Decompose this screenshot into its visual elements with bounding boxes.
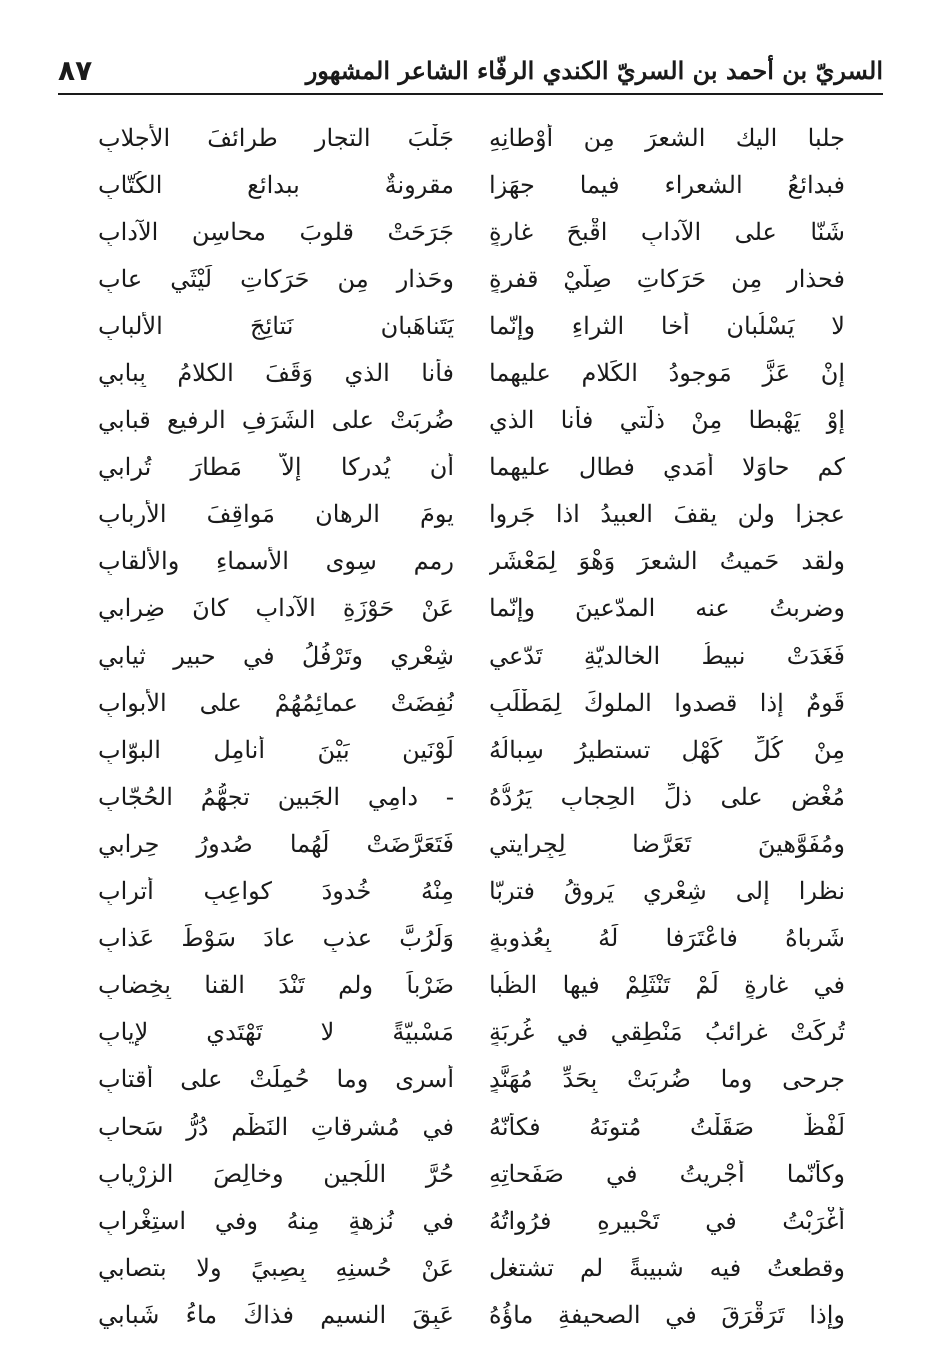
verse-line (98, 1150, 845, 1197)
verse-second-hemistich: في نُزهةٍ مِنهُ وفي استِغْرابِ (98, 1206, 454, 1235)
verse-line (98, 444, 845, 491)
page-header (58, 52, 883, 88)
verse-line (98, 397, 845, 444)
verse-first-hemistich: ولقد حَميتُ الشعرَ وَهْوَ لِمَعْشَرٍ (489, 547, 845, 576)
verse-second-hemistich: رمم سِوى الأسماءِ والألقابِ (98, 547, 454, 576)
verse-first-hemistich: لَفْظٌ صَقَلْتُ مُتونَهُ فكأنّهُ (489, 1112, 845, 1141)
verse-first-hemistich: فبدائعُ الشعراء فيما جهَزا (489, 170, 845, 199)
verse-first-hemistich: مِنْ كُلِّ كَهْلٍ تستطيرُ سِبالُهُ (489, 735, 845, 764)
verse-line (98, 1103, 845, 1150)
verse-first-hemistich: في غارةٍ لَمْ تَنْثَلِمْ فيها الظُبا (489, 971, 845, 1000)
verse-first-hemistich: لا يَسْلُبانِ أخا الثراءِ وإنّما (489, 311, 845, 340)
verse-second-hemistich: أن يُدرِكا إلاّ مَطارَ تُرابي (98, 453, 454, 482)
verse-second-hemistich: نُفِضَتْ عمائِمُهُمْ على الأبوابِ (98, 688, 454, 717)
verse-second-hemistich: يومَ الرهانِ مَواقِفَ الأربابِ (98, 500, 454, 529)
verse-first-hemistich: فحذارِ مِن حَرَكاتِ صِلّيْ قفرةٍ (489, 264, 845, 293)
verse-line (98, 349, 845, 396)
poem-body (98, 114, 845, 1338)
verse-line (98, 161, 845, 208)
verse-second-hemistich: شِعْري وتَرْفُلُ في حبيرِ ثيابي (98, 641, 454, 670)
verse-first-hemistich: مُغْضٍ على ذلِّ الحِجابِ يَرُدُّهُ (489, 782, 845, 811)
verse-first-hemistich: شَرِباهُ فاعْتَرَفا لَهُ بِعُذوبةٍ (489, 924, 845, 953)
verse-line (98, 1244, 845, 1291)
verse-second-hemistich: عَبِقَ النسيمِ فذاكَ ماءُ شَبابي (98, 1300, 454, 1329)
verse-first-hemistich: وإذا تَرَقْرَقَ في الصحيفةِ ماؤُهُ (489, 1300, 845, 1329)
verse-second-hemistich: - دامِي الجَبينِ تجهُّمُ الحُجّابِ (98, 782, 454, 811)
verse-line (98, 915, 845, 962)
verse-second-hemistich: مَسْبيّةً لا تَهْتَدي لإيابِ (98, 1018, 454, 1047)
verse-first-hemistich: وكأنّما أجْرِيتُ في صَفَحاتِهِ (489, 1159, 845, 1188)
verse-first-hemistich: وضربتُ عنه المدّعينَ وإنّما (489, 594, 845, 623)
verse-line (98, 1009, 845, 1056)
verse-first-hemistich: إوْ يَهْبطا مِنْ ذلّتي فأنا الذي (489, 406, 845, 435)
verse-second-hemistich: وَلَرُبَّ عذبٍ عادَ سَوْطَ عَذابِ (98, 924, 454, 953)
verse-first-hemistich: أغْرَبْتُ في تَحْبيرِهِ فرُواتُهُ (489, 1206, 845, 1235)
verse-second-hemistich: في مُشرِقاتِ النَظْمِ دُرُّ سَحابِ (98, 1112, 454, 1141)
verse-line (98, 679, 845, 726)
verse-line (98, 585, 845, 632)
page-number: ٨٧ (58, 53, 93, 87)
verse-second-hemistich: جَرَحَتْ قلوبَ محاسِنِ الآدابِ (98, 217, 454, 246)
verse-second-hemistich: وحَذارِ مِن حَرَكاتِ لَيْثَي عابِ (98, 264, 454, 293)
verse-second-hemistich: مِنْهُ خُدودَ كواعِبٍ أترابِ (98, 877, 454, 906)
verse-second-hemistich: لَوْنَينِ بَيْنَ أنامِلِ البوّابِ (98, 735, 454, 764)
verse-second-hemistich: فَتَعَرَّضَتْ لَهُما صُدورُ حِرابي (98, 829, 454, 858)
header-divider (58, 93, 883, 95)
verse-second-hemistich: عَنْ حُسنِهِ بِصِبيً ولا بتصابي (98, 1253, 454, 1282)
verse-first-hemistich: عجزا ولن يقفَ العبيدُ اذا جَروا (489, 500, 845, 529)
verse-line (98, 491, 845, 538)
verse-first-hemistich: جلبا اليك الشعرَ مِن أوْطانِهِ (489, 123, 845, 152)
verse-line (98, 773, 845, 820)
verse-line (98, 726, 845, 773)
verse-line (98, 820, 845, 867)
verse-first-hemistich: تُرِكَتْ غرائبُ مَنْطِقي في غُربَةٍ (489, 1018, 845, 1047)
verse-first-hemistich: جرحى وما ضُرِبَتْ بِحَدِّ مُهَنَّدٍ (489, 1065, 845, 1094)
verse-first-hemistich: كم حاوَلا أمَدي فطال عليهما (489, 453, 845, 482)
verse-line (98, 302, 845, 349)
verse-second-hemistich: فأنا الذي وَقَفَ الكلامُ بِبابي (98, 359, 454, 388)
verse-first-hemistich: شَنّا على الآدابِ اقْبحَ غارةٍ (489, 217, 845, 246)
verse-second-hemistich: مقرونةٌ ببدائعِ الكُتّابِ (98, 170, 454, 199)
verse-second-hemistich: يَتَناهَبانِ نَتائِجَ الألبابِ (98, 311, 454, 340)
verse-second-hemistich: ضَرْباً ولم تَنْدَ القنا بِخِضابِ (98, 971, 454, 1000)
verse-first-hemistich: وقطعتُ فيه شبيبةً لم تشتغل (489, 1253, 845, 1282)
verse-line (98, 255, 845, 302)
verse-line (98, 632, 845, 679)
verse-line (98, 1197, 845, 1244)
verse-first-hemistich: إنْ عَزَّ مَوجودُ الكَلامِ عليهما (489, 359, 845, 388)
verse-first-hemistich: قَومٌ إذا قصدوا الملوكَ لِمَطْلَبٍ (489, 688, 845, 717)
verse-first-hemistich: فَغَدَتْ نبيطُ الخالديّةِ تَدّعي (489, 641, 845, 670)
verse-second-hemistich: ضُرِبَتْ على الشَرَفِ الرفيعِ قبابي (98, 406, 454, 435)
verse-line (98, 208, 845, 255)
verse-second-hemistich: أسرى وما حُمِلَتْ على أقتابِ (98, 1065, 454, 1094)
verse-second-hemistich: حُرَّ اللُجينِ وخالِصَ الزِرْيابِ (98, 1159, 454, 1188)
verse-line (98, 1291, 845, 1338)
verse-line (98, 538, 845, 585)
verse-first-hemistich: ومُفَوَّهينَ تَعَرَّضا لِجِرايتي (489, 829, 845, 858)
verse-line (98, 868, 845, 915)
verse-second-hemistich: جَلْبَ التجارِ طرائفَ الأجلابِ (98, 123, 454, 152)
verse-line (98, 114, 845, 161)
verse-line (98, 1056, 845, 1103)
verse-second-hemistich: عَنْ حَوْزَةِ الآدابِ كانَ ضِرابي (98, 594, 454, 623)
verse-line (98, 962, 845, 1009)
running-title: السريّ بن أحمد بن السريّ الكندي الرفّاء الشاعر المشهور (305, 55, 883, 85)
verse-first-hemistich: نظرا إلى شِعْري يَروقُ فتربّا (489, 877, 845, 906)
